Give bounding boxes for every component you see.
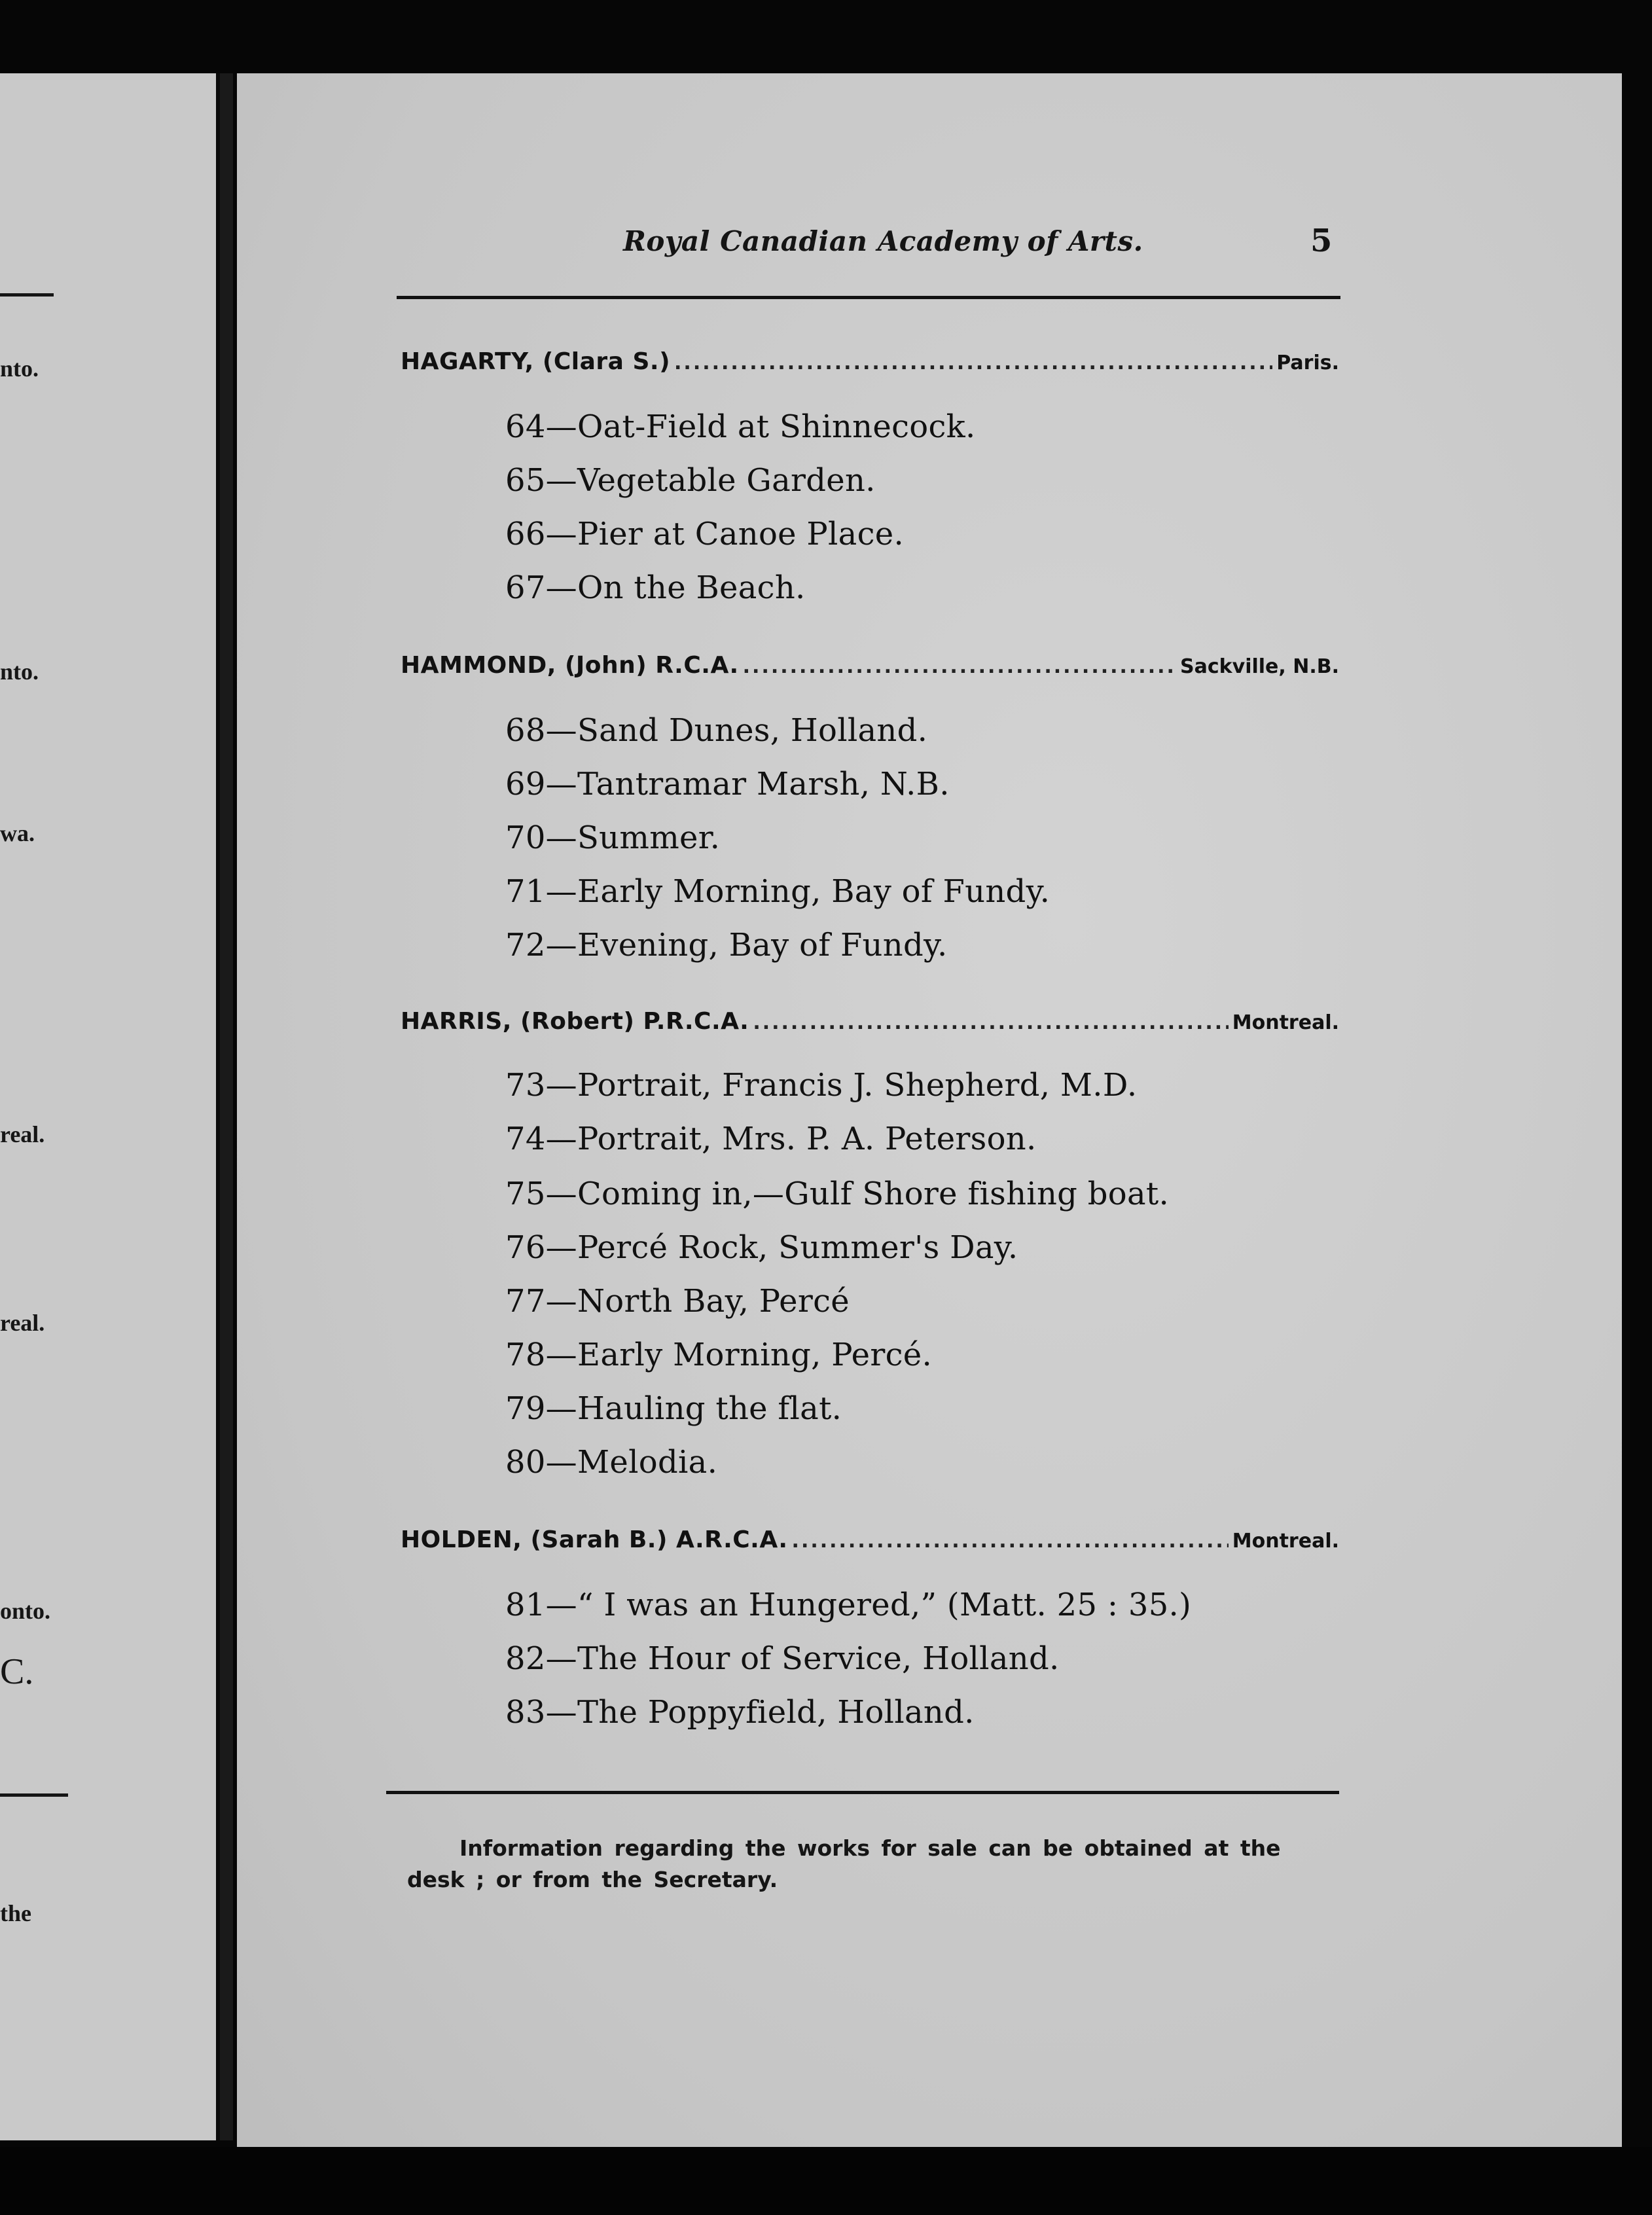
work-item: 76—Percé Rock, Summer's Day.	[505, 1229, 1018, 1266]
book-gutter	[220, 73, 233, 2140]
artist-name: HARRIS, (Robert) P.R.C.A.	[401, 1008, 749, 1035]
work-item: 70—Summer.	[505, 819, 721, 856]
work-item: 66—Pier at Canoe Place.	[505, 516, 905, 552]
previous-page-text: onto.	[0, 1598, 51, 1624]
footer-rule	[386, 1791, 1339, 1794]
work-item: 67—On the Beach.	[505, 569, 806, 606]
artist-name: HAMMOND, (John) R.C.A.	[401, 652, 739, 679]
dot-leader	[753, 1011, 1228, 1034]
work-item: 64—Oat-Field at Shinnecock.	[505, 408, 976, 445]
work-item: 74—Portrait, Mrs. P. A. Peterson.	[505, 1121, 1037, 1157]
artist-entry-harris	[401, 1008, 1339, 1041]
work-item: 72—Evening, Bay of Fundy.	[505, 927, 948, 963]
work-item: 80—Melodia.	[505, 1444, 718, 1481]
work-item: 65—Vegetable Garden.	[505, 462, 876, 499]
artist-place: Montreal.	[1232, 1530, 1339, 1553]
dot-leader	[792, 1530, 1229, 1553]
artist-entry-holden	[401, 1526, 1339, 1559]
work-item: 73—Portrait, Francis J. Shepherd, M.D.	[505, 1067, 1138, 1104]
sales-footnote: Information regarding the works for sale can be obtained at the desk ; or from the Secretary.	[407, 1835, 1281, 1892]
previous-page-text: C.	[0, 1651, 34, 1692]
page-number: 5	[1310, 223, 1333, 259]
work-item: 71—Early Morning, Bay of Fundy.	[505, 873, 1050, 910]
previous-page-text: real.	[0, 1310, 45, 1336]
dot-leader	[674, 351, 1272, 374]
work-item: 78—Early Morning, Percé.	[505, 1337, 933, 1373]
work-item: 83—The Poppyfield, Holland.	[505, 1694, 975, 1731]
artist-name: HAGARTY, (Clara S.)	[401, 348, 671, 375]
previous-page-text: nto.	[0, 658, 39, 685]
running-head	[237, 225, 1622, 278]
scan-border	[0, 2147, 1652, 2215]
work-item: 69—Tantramar Marsh, N.B.	[505, 766, 950, 802]
artist-name: HOLDEN, (Sarah B.) A.R.C.A.	[401, 1526, 788, 1553]
previous-page-text: nto.	[0, 355, 39, 382]
header-rule	[397, 296, 1340, 299]
previous-page-fragment	[0, 73, 220, 2140]
work-item: 75—Coming in,—Gulf Shore fishing boat.	[505, 1176, 1170, 1212]
artist-entry-hammond	[401, 652, 1339, 685]
artist-place: Sackville, N.B.	[1180, 655, 1339, 678]
running-title: Royal Canadian Academy of Arts.	[623, 225, 1143, 257]
work-item: 82—The Hour of Service, Holland.	[505, 1640, 1060, 1677]
previous-page-rule	[0, 1793, 68, 1797]
artist-place: Montreal.	[1232, 1011, 1339, 1034]
previous-page-text: wa.	[0, 820, 35, 846]
work-item: 81—“ I was an Hungered,” (Matt. 25 : 35.)	[505, 1587, 1192, 1623]
previous-page-text: real.	[0, 1121, 45, 1147]
work-item: 68—Sand Dunes, Holland.	[505, 712, 928, 749]
dot-leader	[743, 655, 1176, 678]
catalogue-page	[237, 73, 1622, 2186]
artist-entry-hagarty	[401, 348, 1339, 381]
work-item: 77—North Bay, Percé	[505, 1283, 850, 1320]
previous-page-text: the	[0, 1900, 31, 1926]
artist-place: Paris.	[1276, 351, 1339, 374]
previous-page-rule	[0, 293, 54, 297]
work-item: 79—Hauling the flat.	[505, 1390, 842, 1427]
